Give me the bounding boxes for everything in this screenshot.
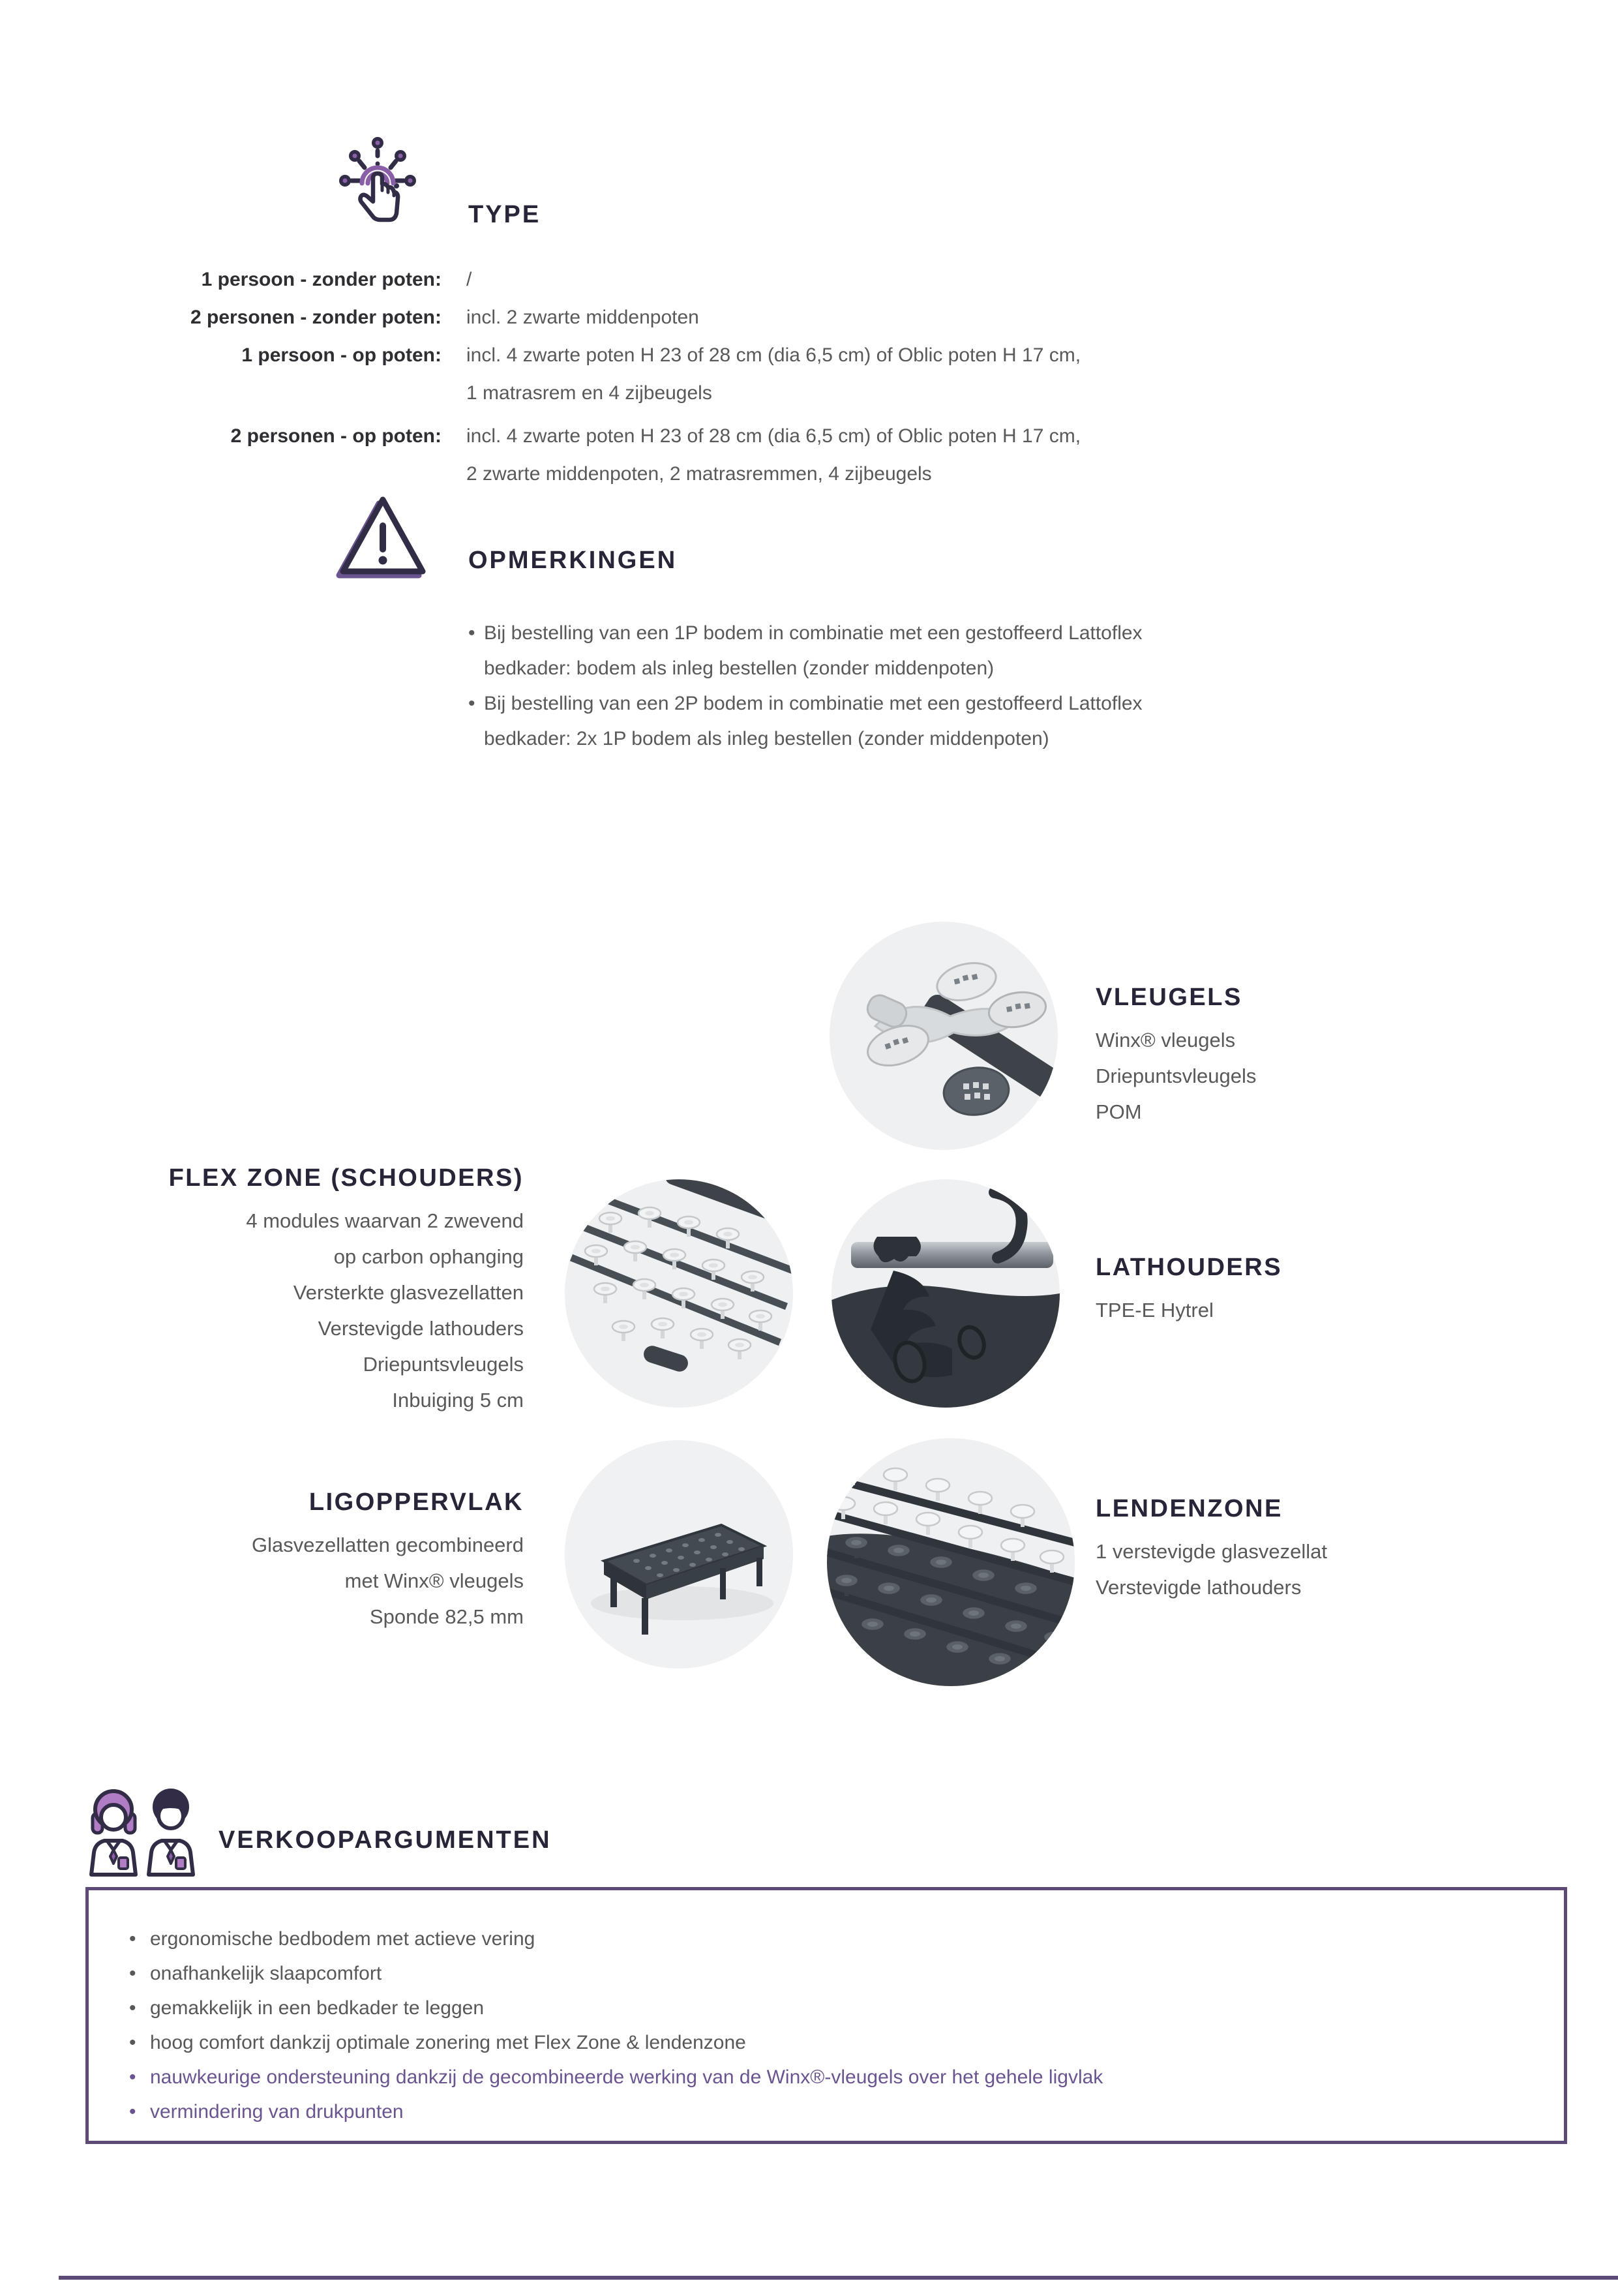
feature-title: LENDENZONE (1096, 1495, 1283, 1522)
feature-lendenzone: LENDENZONE 1 verstevigde glasvezellat Verstevigde lathouders (1096, 1495, 1327, 1599)
salespeople-icon (77, 1785, 207, 1879)
list-item-highlighted: • nauwkeurige ondersteuning dankzij de gecombineerde werking van de Winx®-vleugels over het gehele ligvlak (129, 2060, 1103, 2094)
feature-title: LATHOUDERS (1096, 1254, 1283, 1281)
feature-title: LIGOPPERVLAK (308, 1488, 524, 1516)
sales-arguments-list (129, 1922, 1103, 2129)
footer-rule (59, 2276, 1618, 2280)
remarks-section-title: OPMERKINGEN (468, 547, 678, 574)
bullet-dot: • (129, 2032, 136, 2053)
list-item: • onafhankelijk slaapcomfort (129, 1956, 1103, 1991)
bullet-dot: • (129, 2066, 136, 2088)
list-item: • Bij bestelling van een 1P bodem in combinatie met een gestoffeerd Lattoflex bedkader: bodem als inleg bestellen (zonder middenpoten) (468, 616, 1446, 686)
feature-title: VLEUGELS (1096, 984, 1242, 1011)
vleugels-photo (830, 922, 1058, 1150)
ligoppervlak-photo (565, 1440, 793, 1669)
table-row: 1 persoon - zonder poten: / (201, 269, 472, 290)
list-item-highlighted: • vermindering van drukpunten (129, 2094, 1103, 2129)
table-row-continuation: 2 zwarte middenpoten, 2 matrasremmen, 4 zijbeugels (466, 463, 932, 485)
feature-ligoppervlak: LIGOPPERVLAK Glasvezellatten gecombineerd met Winx® vleugels Sponde 82,5 mm (98, 1488, 524, 1635)
table-row: 2 personen - op poten: incl. 4 zwarte poten H 23 of 28 cm (dia 6,5 cm) of Oblic poten H 17 cm, (230, 425, 1081, 447)
table-row: 2 personen - zonder poten: incl. 2 zwarte middenpoten (190, 307, 699, 328)
remarks-list (468, 616, 1446, 757)
feature-lathouders: LATHOUDERS TPE-E Hytrel (1096, 1254, 1283, 1322)
feature-flexzone: FLEX ZONE (SCHOUDERS) 4 modules waarvan 2 zwevend op carbon ophanging Versterkte glasvezellatten Verstevigde lathouders Driepuntsvleugels Inbuiging 5 cm (98, 1164, 524, 1418)
table-row-continuation: 1 matrasrem en 4 zijbeugels (466, 382, 712, 404)
bullet-dot: • (129, 1928, 136, 1950)
list-item: • hoog comfort dankzij optimale zonering met Flex Zone & lendenzone (129, 2025, 1103, 2060)
bullet-dot: • (468, 622, 475, 644)
sales-section-title: VERKOOPARGUMENTEN (218, 1826, 552, 1854)
bullet-dot: • (468, 693, 475, 714)
lathouders-photo (831, 1179, 1060, 1408)
feature-title: FLEX ZONE (SCHOUDERS) (168, 1164, 524, 1192)
touch-click-icon (335, 134, 426, 232)
list-item: • gemakkelijk in een bedkader te leggen (129, 1991, 1103, 2025)
list-item: • Bij bestelling van een 2P bodem in combinatie met een gestoffeerd Lattoflex bedkader: 2x 1P bodem als inleg bestellen (zonder middenpoten) (468, 686, 1446, 757)
list-item: • ergonomische bedbodem met actieve vering (129, 1922, 1103, 1956)
bullet-dot: • (129, 1963, 136, 1984)
bullet-dot: • (129, 1997, 136, 2019)
warning-triangle-icon (334, 491, 432, 588)
table-row: 1 persoon - op poten: incl. 4 zwarte poten H 23 of 28 cm (dia 6,5 cm) of Oblic poten H 17 cm, (241, 344, 1081, 366)
sales-arguments-box (85, 1887, 1567, 2144)
type-section-title: TYPE (468, 201, 541, 228)
bullet-dot: • (129, 2101, 136, 2122)
flexzone-photo (565, 1179, 793, 1408)
lendenzone-photo (827, 1438, 1075, 1686)
feature-vleugels: VLEUGELS Winx® vleugels Driepuntsvleugels POM (1096, 984, 1257, 1123)
